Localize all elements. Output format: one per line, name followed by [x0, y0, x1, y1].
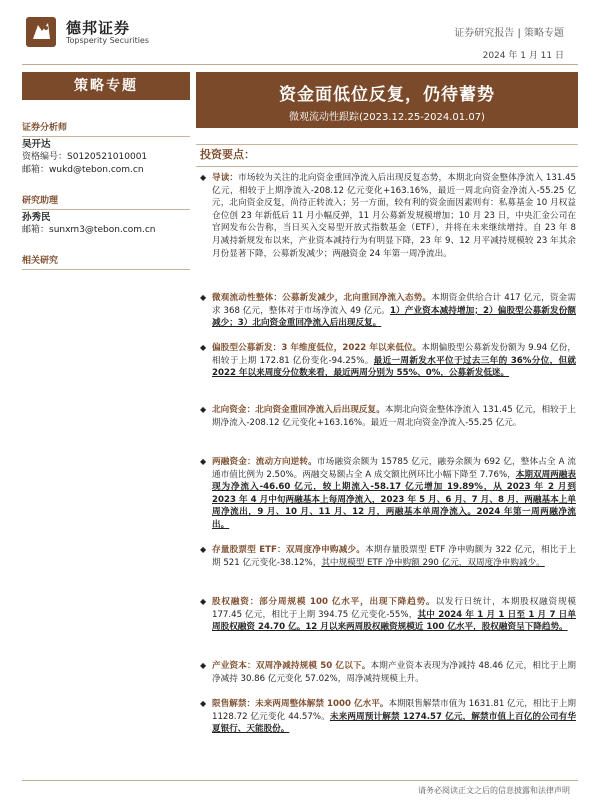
bullet-lead: 产业资本： — [212, 661, 256, 671]
bullet-lead-summary: 未来两周整体解禁 1000 亿水平。 — [255, 699, 389, 709]
header-divider — [22, 64, 578, 65]
bullet-tail: 其中规模型 ETF 净申购额 290 亿元，双周度净申购减少。 — [321, 557, 545, 568]
brand-logo-icon — [26, 17, 56, 47]
bullet-lead-summary: 流动方向逆转。 — [255, 457, 317, 467]
report-type: 证券研究报告 | 策略专题 — [454, 28, 564, 39]
bullet-intro — [200, 172, 576, 260]
section-divider-bottom — [196, 166, 578, 167]
bullet-lead: 限售解禁： — [212, 699, 256, 709]
bullet-marker-icon: ◆ — [200, 457, 207, 466]
bullet-fund-issuance — [200, 342, 576, 380]
report-subtitle: 微观流动性跟踪(2023.12.25-2024.01.07) — [289, 112, 485, 123]
bullet-lead-summary: 双周净减持规模 50 亿以下。 — [255, 661, 371, 671]
footer-divider — [22, 780, 578, 781]
bullet-body: 本期偏股型公募新发份额为 9.94 亿份，相较于上期 172.81 亿份变化-94.25%。 — [212, 343, 576, 366]
title-banner — [196, 72, 578, 128]
bullet-lockup-expiry — [200, 698, 576, 736]
bullet-emphasis: 未来两周预计解禁 1274.57 亿元，解禁市值上百亿的公司有华夏银行、天能股份。 — [212, 711, 576, 735]
analyst-section-label: 证券分析师 — [22, 120, 190, 137]
bullet-body: 本期产业资本表现为净减持 48.46 亿元，相比于上期净减持 30.86 亿元变化 57.02%，周净减持规模上升。 — [212, 661, 576, 684]
assistant-section-label: 研究助理 — [22, 193, 190, 210]
bullet-lead: 股权融资： — [212, 597, 260, 607]
bullet-margin — [200, 456, 576, 532]
bullet-marker-icon: ◆ — [200, 293, 207, 302]
bullet-emphasis: 最近一周新发水平位于过去三年的 36%分位，但就 2022 年以来周度分位数来看，最近两周分别为 55%、0%，公募新发低迷。 — [212, 355, 577, 379]
assistant-info — [22, 211, 156, 237]
bullet-etf — [200, 544, 576, 569]
bullet-lead: 两融资金： — [212, 457, 256, 467]
brand-name: 德邦证券 — [66, 19, 131, 37]
bullet-emphasis: 本期双周两融表现为净流入-46.60 亿元，较上期流入-58.17 亿元增加 19.89%，从 2023 年 2 月到 2023 年 4 月中旬两融基本上每周净流入，2023 年 5 月、6 月、7 月、8 月，两融基本上单周净流出，9 月、10 月、11 月、12 月，两融基本单周净流入。2024 年第一周两融净流出。 — [212, 469, 576, 530]
bullet-body: 市场较为关注的北向资金重回净流入后出现反复态势，本期北向资金整体净流入 131.45 亿元，相较于上期净流入-208.12 亿元变化+163.16%，最近一周北向资金净流入-55.25 亿元，北向资金反复，尚待正转流入；另一方面，较有利的资金面因素则有：私募基金 10 月权益仓位创 23 年新低后 11 月小幅反弹，11 月公募新发规模增加；10 月 23 日，中央汇金公司在官网发布公告称，当日买入交易型开放式指数基金（ETF），并将在未来继续增持。自 23 年 8 月减持新规发布以来，产业资本减持行为有明显下降，23 年 9、12 月平减持规模较 23 年其余月份显著下降，公募新发减少；两融资金 24 年第一周净流出。 — [212, 173, 576, 259]
report-title: 资金面低位反复，仍待蓄势 — [279, 85, 495, 105]
bullet-marker-icon: ◆ — [200, 597, 207, 606]
bullet-lead: 北向资金： — [212, 405, 256, 415]
analyst-info — [22, 138, 147, 177]
investment-heading: 投资要点： — [200, 148, 255, 161]
analyst-name: 吴开达 — [22, 139, 51, 150]
related-research-label: 相关研究 — [22, 253, 190, 270]
section-divider-top — [196, 144, 578, 145]
footer-disclaimer: 请务必阅读正文之后的信息披露和法律声明 — [418, 786, 570, 795]
bullet-marker-icon: ◆ — [200, 545, 207, 554]
bullet-emphasis: 1）产业资本减持增加；2）偏股型公募新发份额减少；3）北向资金重回净流入后出现反复。 — [212, 305, 576, 329]
bullet-lead-summary: 双周度净申购减少。 — [285, 545, 366, 555]
bullet-lead-summary: 3 年维度低位，2022 年以来低位。 — [281, 343, 422, 353]
category-banner: 策略专题 — [22, 72, 190, 100]
bullet-body: 本期限售解禁市值为 1631.81 亿元，相比于上期 1128.72 亿元变化 44.57%。 — [212, 699, 576, 722]
bullet-northbound — [200, 404, 576, 429]
analyst-email[interactable]: 邮箱：wukd@tebon.com.cn — [22, 165, 144, 175]
assistant-email[interactable]: 邮箱：sunxm3@tebon.com.cn — [22, 225, 156, 235]
bullet-emphasis: 其中 2024 年 1 月 1 日至 1 月 7 日单周股权融资 24.70 亿。12 月以来两周股权融资规模近 100 亿水平，股权融资呈下降趋势。 — [212, 609, 576, 633]
bullet-body: 市场融资余额为 15785 亿元，融券余额为 692 亿，整体占全 A 流通市值比例为 2.50%。两融交易额占全 A 成交额比例环比小幅下降至 7.76%， — [212, 457, 576, 480]
bullet-overall — [200, 292, 576, 330]
analyst-cert: 资格编号：S0120521010001 — [22, 152, 148, 162]
bullet-equity-financing — [200, 596, 576, 634]
bullet-industrial-capital — [200, 660, 576, 685]
report-date: 2024 年 1 月 11 日 — [482, 51, 564, 61]
bullet-marker-icon: ◆ — [200, 405, 207, 414]
bullet-lead: 存量股票型 ETF： — [212, 545, 286, 555]
assistant-name: 孙秀民 — [22, 212, 51, 223]
bullet-body: 本期存量股票型 ETF 净申购额为 322 亿元，相比于上期 521 亿元变化-38.12%， — [212, 545, 576, 568]
bullet-marker-icon: ◆ — [200, 173, 207, 182]
bullet-lead: 导读： — [212, 173, 239, 183]
bullet-lead-summary: 部分周规模 100 亿水平，出现下降趋势。 — [259, 597, 436, 607]
bullet-marker-icon: ◆ — [200, 699, 207, 708]
bullet-marker-icon: ◆ — [200, 661, 207, 670]
bullet-body: 以发行日统计，本期股权融资规模 177.45 亿元，相比于上期 394.75 亿元变化-55%， — [212, 597, 576, 620]
bullet-marker-icon: ◆ — [200, 343, 207, 352]
bullet-lead-summary: 北向资金重回净流入后出现反复。 — [255, 405, 385, 415]
bullet-lead-summary: 公募新发减少，北向重回净流入态势。 — [282, 293, 432, 303]
bullet-lead: 偏股型公募新发： — [212, 343, 282, 353]
bullet-lead: 微观流动性整体： — [212, 293, 283, 303]
bullet-body: 本期资金供给合计 417 亿元，资金需求 368 亿元，整体对于市场净流入 49 亿元。 — [212, 293, 576, 316]
bullet-body: 本期北向资金整体净流入 131.45 亿元，相较于上期净流入-208.12 亿元变化+163.16%。最近一周北向资金净流入-55.25 亿元。 — [212, 405, 576, 428]
brand-english-name: Topsperity Securities — [66, 36, 150, 45]
